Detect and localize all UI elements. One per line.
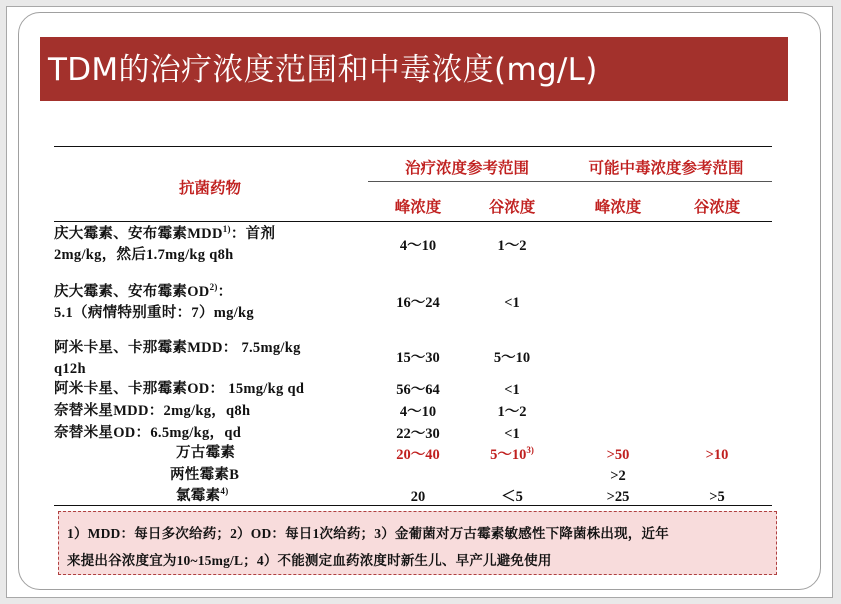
group-header-rule: [368, 181, 772, 182]
table-cell-peak: 56～64: [396, 382, 440, 398]
table-cell-trough: <1: [504, 382, 520, 398]
drug-column-header: 抗菌药物: [178, 179, 241, 197]
therapeutic-range-header: 治疗浓度参考范围: [404, 159, 529, 177]
table-row-drug: 庆大霉素、安布霉素MDD$^{1)}$：首剂 2mg/kg，然后1.7mg/kg q8h: [54, 224, 276, 263]
table-cell-toxic-trough: >10: [705, 447, 729, 463]
table-row-drug: 阿米卡星、卡那霉素OD： 15mg/kg qd: [54, 381, 305, 397]
table-cell-peak: 20～40: [396, 447, 440, 463]
footnote-box: [58, 511, 777, 575]
table-cell-peak: 15～30: [396, 350, 440, 366]
table-cell-toxic-trough: >5: [709, 489, 725, 505]
toxic-peak-header: 峰浓度: [594, 198, 642, 216]
table-cell-toxic-peak: >50: [606, 447, 630, 463]
table-cell-peak: 22～30: [396, 426, 440, 442]
title-bar: [40, 37, 788, 101]
table-cell-peak: 16～24: [396, 295, 440, 311]
table-cell-trough: <1: [504, 295, 520, 311]
table-cell-trough: 5～10: [493, 350, 531, 366]
table-row-drug: 奈替米星OD：6.5mg/kg，qd: [54, 425, 242, 441]
table-row-drug: 万古霉素: [176, 445, 236, 461]
table-cell-trough: 1～2: [497, 238, 527, 254]
toxic-trough-header: 谷浓度: [693, 198, 741, 216]
table-cell-peak: 20: [410, 489, 426, 505]
table-row-drug: 阿米卡星、卡那霉素MDD： 7.5mg/kg q12h: [54, 340, 301, 377]
table-row-drug: 庆大霉素、安布霉素OD$^{2)}$： 5.1（病情特别重时：7）mg/kg: [54, 282, 254, 321]
table-cell-toxic-peak: >25: [606, 489, 630, 505]
table-cell-trough: 1～2: [497, 404, 527, 420]
slide-title: TDM的治疗浓度范围和中毒浓度(mg/L): [48, 52, 598, 88]
footnote-line: 1）MDD：每日多次给药；2）OD：每日1次给药；3）金葡菌对万古霉素敏感性下降菌株出现，近年: [67, 526, 669, 541]
table-top-rule: [54, 146, 772, 147]
header-bottom-rule: [54, 221, 772, 222]
table-cell-trough: 5～10$^{3)}$: [490, 445, 534, 463]
therapeutic-trough-header: 谷浓度: [488, 198, 536, 216]
therapeutic-peak-header: 峰浓度: [394, 198, 442, 216]
footnote-line: 来提出谷浓度宜为10~15mg/L；4）不能测定血药浓度时新生儿、早产儿避免使用: [67, 553, 552, 568]
table-cell-trough: ＜5: [501, 489, 523, 505]
table-cell-trough: <1: [504, 426, 520, 442]
table-row-drug: 两性霉素B: [170, 467, 240, 483]
toxic-range-header: 可能中毒浓度参考范围: [588, 159, 744, 177]
table-row-drug: 氯霉素$^{4)}$: [176, 486, 229, 504]
table-cell-peak: 4～10: [399, 404, 437, 420]
table-cell-toxic-peak: >2: [610, 468, 626, 484]
table-row-drug: 奈替米星MDD：2mg/kg，q8h: [54, 403, 251, 419]
table-cell-peak: 4～10: [399, 238, 437, 254]
